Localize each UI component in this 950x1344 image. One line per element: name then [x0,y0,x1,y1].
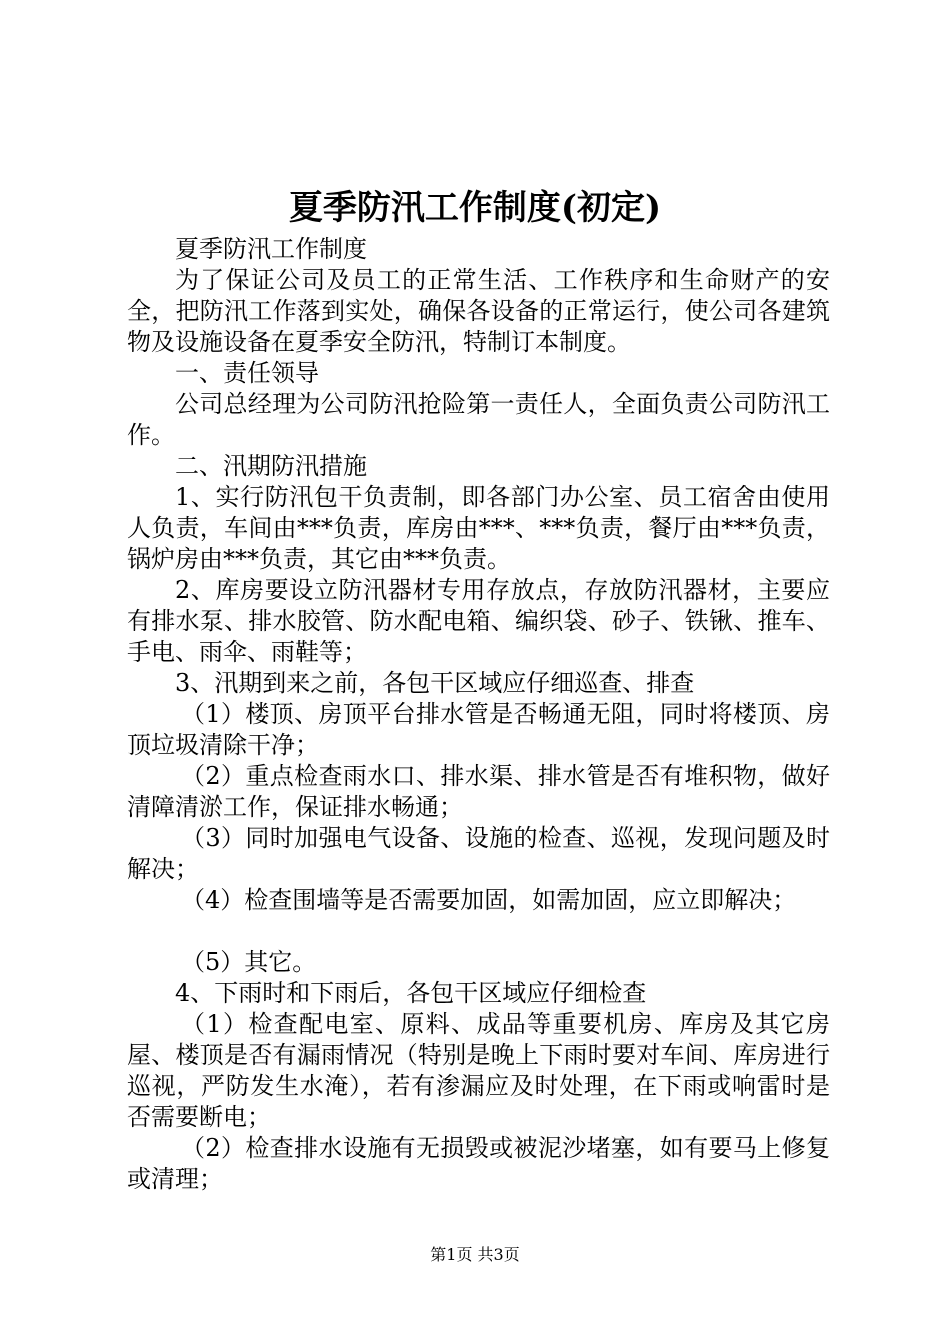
body-paragraph: 2、库房要设立防汛器材专用存放点，存放防汛器材，主要应有排水泵、排水胶管、防水配电箱、编织袋、砂子、铁锹、推车、手电、雨伞、雨鞋等； [127,576,830,666]
body-paragraph: 3、汛期到来之前，各包干区域应仔细巡查、排查 [175,669,695,697]
list-item: （1）楼顶、房顶平台排水管是否畅通无阻，同时将楼顶、房顶垃圾清除干净； [127,700,830,759]
section-heading: 二、汛期防汛措施 [175,452,367,480]
intro-paragraph: 为了保证公司及员工的正常生活、工作秩序和生命财产的安全，把防汛工作落到实处，确保各设备的正常运行，使公司各建筑物及设施设备在夏季安全防汛，特制订本制度。 [127,266,830,356]
list-item: （3）同时加强电气设备、设施的检查、巡视，发现问题及时解决； [127,824,830,883]
page-indicator: 第1页 共3页 [430,1245,520,1264]
section-heading: 一、责任领导 [175,359,319,387]
list-item: （5）其它。 [181,948,317,976]
list-item: （2）检查排水设施有无损毁或被泥沙堵塞，如有要马上修复或清理； [127,1134,830,1193]
list-item: （1）检查配电室、原料、成品等重要机房、库房及其它房屋、楼顶是否有漏雨情况（特别是晚上下雨时要对车间、库房进行巡视，严防发生水淹），若有渗漏应及时处理，在下雨或响雷时是否需要断电； [127,1010,830,1131]
body-paragraph: 1、实行防汛包干负责制，即各部门办公室、员工宿舍由使用人负责，车间由***负责，库房由***、***负责，餐厅由***负责，锅炉房由***负责，其它由***负责。 [127,483,830,573]
document-title: 夏季防汛工作制度(初定) [288,188,662,228]
list-item: （4）检查围墙等是否需要加固，如需加固，应立即解决； [181,886,797,914]
document-body [127,234,830,1195]
body-paragraph: 公司总经理为公司防汛抢险第一责任人，全面负责公司防汛工作。 [127,390,830,449]
section-heading: 夏季防汛工作制度 [175,235,367,263]
list-item: （2）重点检查雨水口、排水渠、排水管是否有堆积物，做好清障清淤工作，保证排水畅通； [127,762,830,821]
page-footer [0,1243,950,1267]
body-paragraph: 4、下雨时和下雨后，各包干区域应仔细检查 [175,979,647,1007]
